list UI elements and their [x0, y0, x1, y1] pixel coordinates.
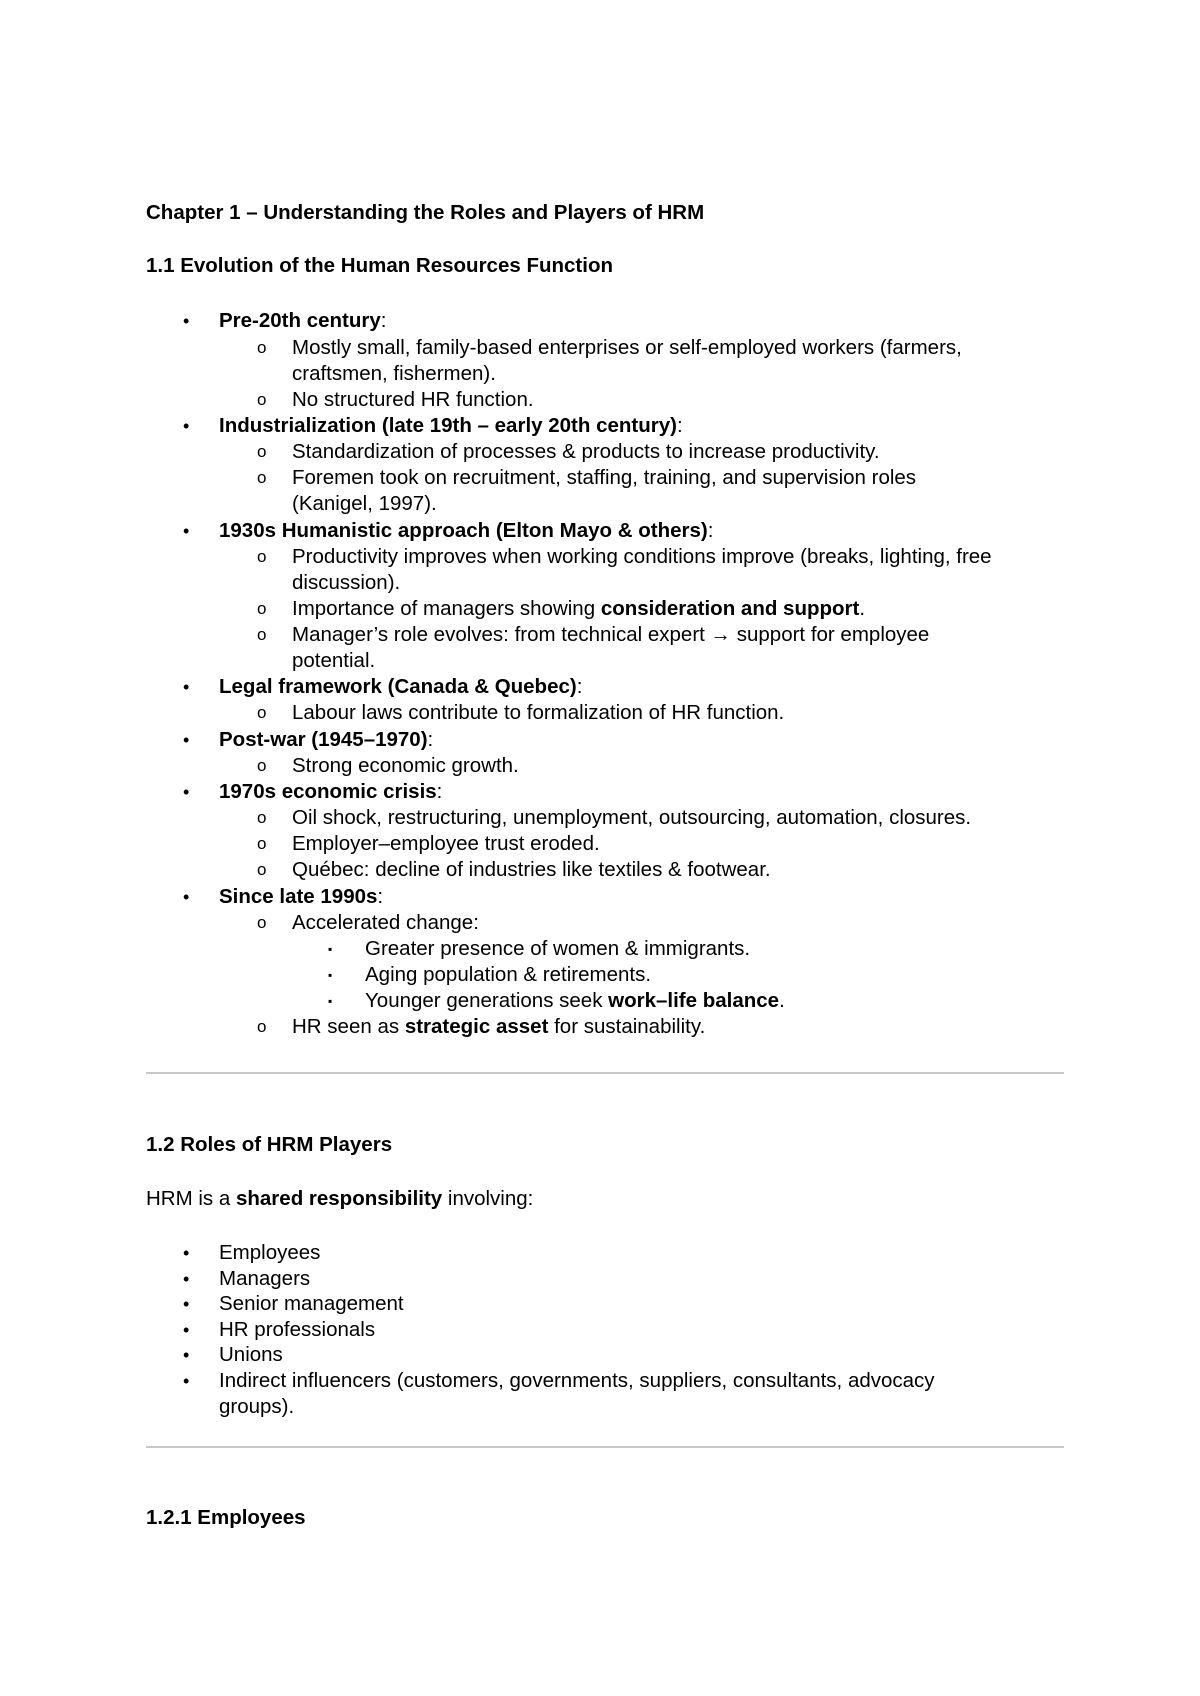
sub-item: Oil shock, restructuring, unemployment, outsourcing, automation, closures.: [292, 806, 972, 829]
intro-text: HRM is a: [146, 1187, 236, 1210]
sub-item: Labour laws contribute to formalization of HR function.: [292, 701, 785, 724]
player-item: Unions: [219, 1343, 283, 1366]
sub-sub-item: Greater presence of women & immigrants.: [365, 937, 751, 960]
item-sep: :: [676, 414, 683, 437]
section-1-2-1-heading: 1.2.1 Employees: [146, 1506, 306, 1529]
bullet-icon: •: [183, 887, 190, 907]
list-item: [219, 779, 442, 805]
bullet-icon: •: [183, 1269, 190, 1289]
sub-item-emphasis: strategic asset: [404, 1015, 549, 1038]
list-item: [219, 308, 386, 334]
sub-bullet-icon: o: [257, 625, 267, 644]
section-1-2-intro: [146, 1186, 533, 1212]
sub-bullet-icon: o: [257, 913, 267, 932]
list-item: [219, 518, 713, 544]
sub-sub-item: Aging population & retirements.: [365, 963, 652, 986]
player-item: HR professionals: [219, 1318, 376, 1341]
bullet-icon: •: [183, 521, 190, 541]
horizontal-divider: [146, 1072, 1064, 1074]
chapter-title: Chapter 1 – Understanding the Roles and Players of HRM: [146, 201, 705, 224]
sub-bullet-icon: o: [257, 390, 267, 409]
item-sep: :: [707, 519, 714, 542]
item-sep: :: [576, 675, 583, 698]
sub-item: [292, 1014, 705, 1040]
bullet-icon: •: [183, 1294, 190, 1314]
sub-sub-item-text: Younger generations seek: [365, 989, 609, 1012]
sub-bullet-icon: o: [257, 756, 267, 775]
sub-bullet-icon: o: [257, 338, 267, 357]
item-label: 1970s economic crisis: [219, 780, 437, 803]
sub-item-text: Importance of managers showing: [292, 597, 601, 620]
player-item: Indirect influencers (customers, governments, suppliers, consultants, advocacy: [219, 1369, 935, 1392]
bullet-icon: •: [183, 1371, 190, 1391]
player-item-continued: groups).: [219, 1395, 295, 1418]
bullet-icon: •: [183, 677, 190, 697]
item-label: Industrialization (late 19th – early 20th century): [219, 414, 677, 437]
item-label: Post-war (1945–1970): [219, 728, 428, 751]
sub-bullet-icon: o: [257, 834, 267, 853]
item-label: Since late 1990s: [219, 885, 378, 908]
horizontal-divider: [146, 1446, 1064, 1448]
sub-item-text-end: .: [859, 597, 866, 620]
list-item: [219, 884, 383, 910]
sub-bullet-icon: o: [257, 468, 267, 487]
item-sep: :: [427, 728, 434, 751]
bullet-icon: •: [183, 416, 190, 436]
section-1-2-heading: 1.2 Roles of HRM Players: [146, 1133, 393, 1156]
sub-bullet-icon: o: [257, 547, 267, 566]
bullet-icon: •: [183, 782, 190, 802]
sub-sub-item-emphasis: work–life balance: [608, 989, 780, 1012]
item-label: Legal framework (Canada & Quebec): [219, 675, 577, 698]
list-item: [219, 674, 582, 700]
list-item: [219, 413, 683, 439]
item-sep: :: [380, 309, 387, 332]
section-1-1-heading: 1.1 Evolution of the Human Resources Function: [146, 254, 613, 277]
sub-item: Strong economic growth.: [292, 754, 519, 777]
sub-item-text: HR seen as: [292, 1015, 405, 1038]
player-item: Employees: [219, 1241, 321, 1264]
sub-bullet-icon: o: [257, 703, 267, 722]
sub-item: Mostly small, family-based enterprises or self-employed workers (farmers,: [292, 336, 962, 359]
sub-item-continued: (Kanigel, 1997).: [292, 492, 437, 515]
intro-emphasis: shared responsibility: [235, 1187, 443, 1210]
bullet-icon: •: [183, 1345, 190, 1365]
sub-sub-item: [365, 988, 785, 1014]
intro-text-end: involving:: [442, 1187, 534, 1210]
item-label: Pre-20th century: [219, 309, 381, 332]
square-bullet-icon: ▪: [328, 968, 333, 982]
sub-item: No structured HR function.: [292, 388, 534, 411]
sub-item: Standardization of processes & products to increase productivity.: [292, 440, 880, 463]
sub-bullet-icon: o: [257, 860, 267, 879]
item-label: 1930s Humanistic approach (Elton Mayo & others): [219, 519, 708, 542]
sub-sub-item-text-end: .: [779, 989, 785, 1012]
sub-item: Manager’s role evolves: from technical expert → support for employee: [292, 623, 930, 646]
sub-item-continued: discussion).: [292, 571, 401, 594]
sub-item: Employer–employee trust eroded.: [292, 832, 600, 855]
item-sep: :: [377, 885, 384, 908]
sub-item-emphasis: consideration and support: [600, 597, 860, 620]
sub-item: Québec: decline of industries like textiles & footwear.: [292, 858, 771, 881]
sub-item-continued: craftsmen, fishermen).: [292, 362, 496, 385]
sub-bullet-icon: o: [257, 808, 267, 827]
player-item: Senior management: [219, 1292, 404, 1315]
sub-item: Productivity improves when working conditions improve (breaks, lighting, free: [292, 545, 992, 568]
sub-bullet-icon: o: [257, 442, 267, 461]
bullet-icon: •: [183, 730, 190, 750]
sub-item-text-end: for sustainability.: [548, 1015, 706, 1038]
square-bullet-icon: ▪: [328, 942, 333, 956]
item-sep: :: [436, 780, 443, 803]
bullet-icon: •: [183, 311, 190, 331]
bullet-icon: •: [183, 1320, 190, 1340]
sub-item: Accelerated change:: [292, 911, 479, 934]
sub-item: Foremen took on recruitment, staffing, training, and supervision roles: [292, 466, 917, 489]
bullet-icon: •: [183, 1243, 190, 1263]
sub-bullet-icon: o: [257, 599, 267, 618]
sub-item-continued: potential.: [292, 649, 376, 672]
player-item: Managers: [219, 1267, 311, 1290]
square-bullet-icon: ▪: [328, 994, 333, 1008]
list-item: [219, 727, 433, 753]
sub-item: [292, 596, 865, 622]
sub-bullet-icon: o: [257, 1017, 267, 1036]
